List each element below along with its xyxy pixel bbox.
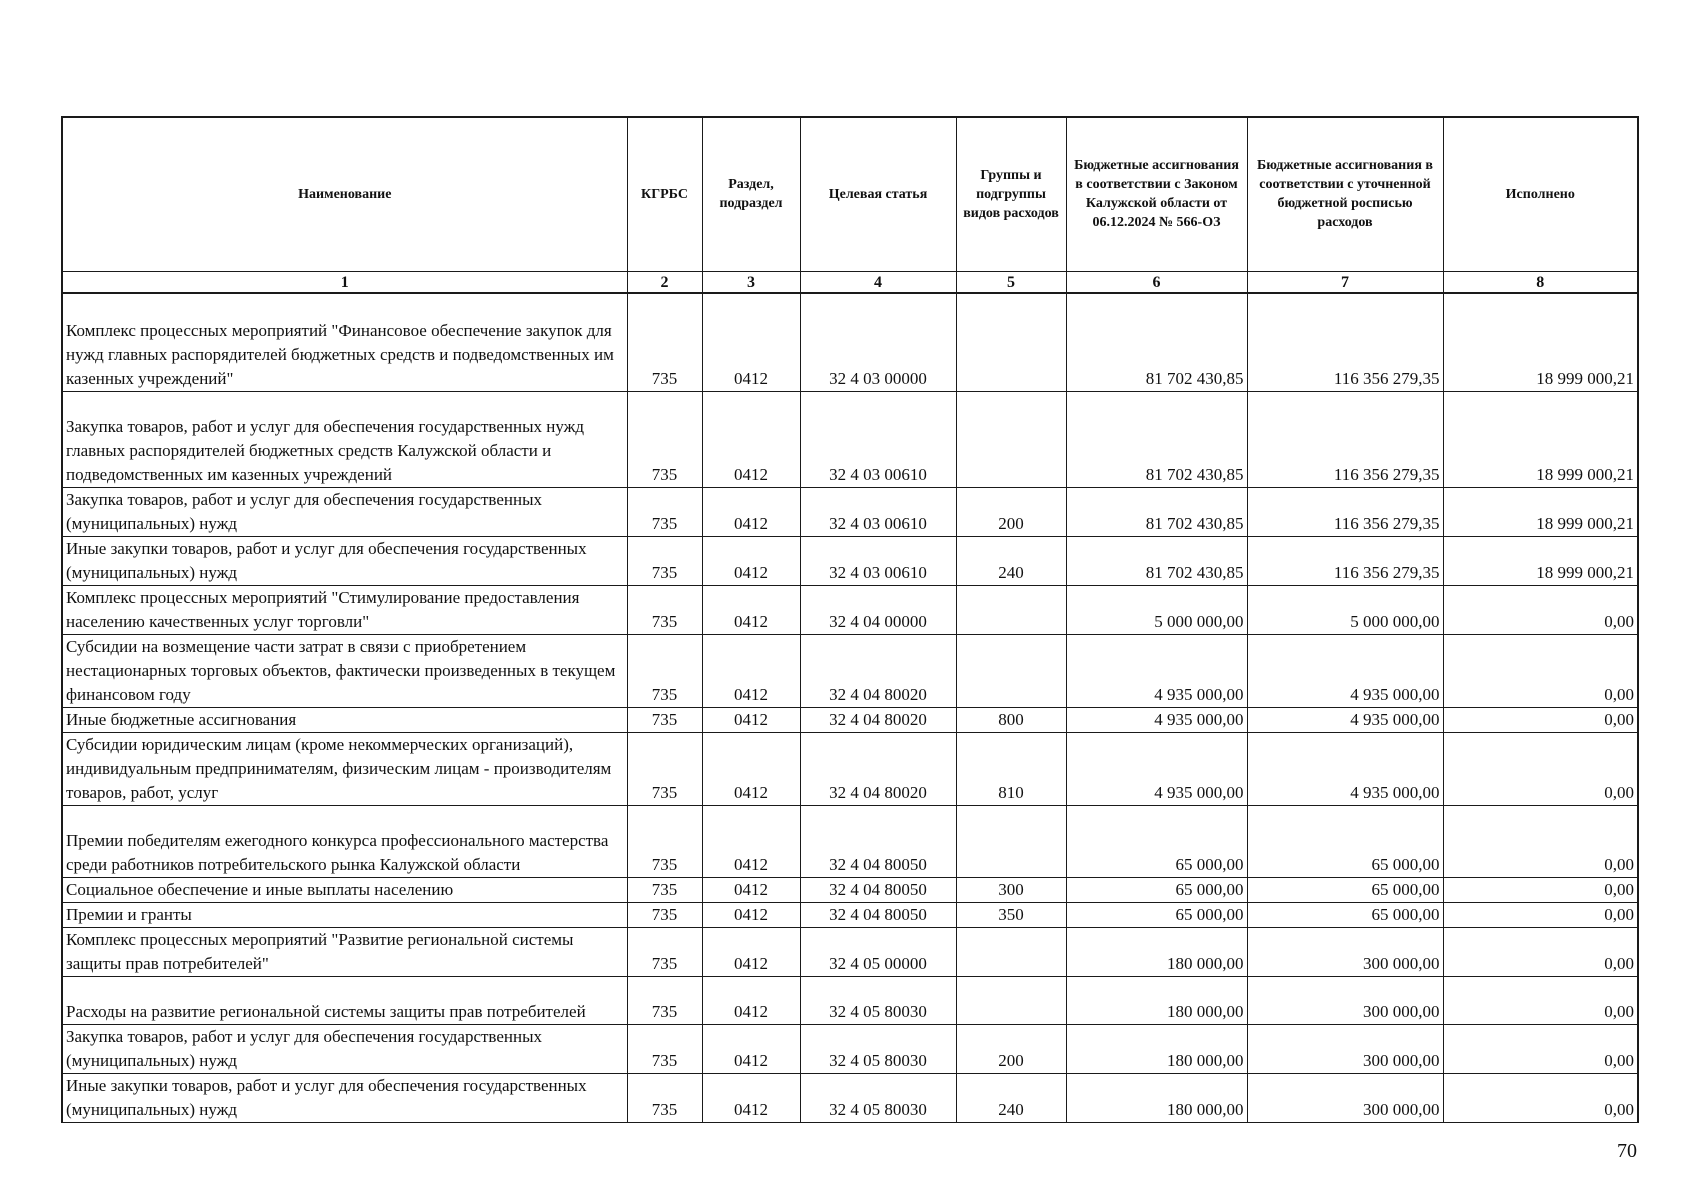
table-row [62, 927, 1638, 976]
column-number: 2 [627, 271, 702, 293]
row-target: 32 4 04 80020 [800, 732, 956, 805]
row-law-amount: 65 000,00 [1066, 902, 1247, 927]
row-kgrbs: 735 [627, 536, 702, 585]
row-executed-amount: 0,00 [1443, 1024, 1638, 1073]
page-number: 70 [1617, 1140, 1637, 1162]
row-name: Премии победителям ежегодного конкурса профессионального мастерства среди работников потребительского рынка Калужской области [62, 805, 627, 877]
table-row [62, 634, 1638, 707]
table-row [62, 536, 1638, 585]
row-kgrbs: 735 [627, 976, 702, 1024]
row-refined-amount: 300 000,00 [1247, 976, 1443, 1024]
row-executed-amount: 0,00 [1443, 634, 1638, 707]
row-group [956, 927, 1066, 976]
row-name: Премии и гранты [62, 902, 627, 927]
row-kgrbs: 735 [627, 902, 702, 927]
row-law-amount: 180 000,00 [1066, 927, 1247, 976]
row-group: 240 [956, 536, 1066, 585]
table-row [62, 1073, 1638, 1122]
row-refined-amount: 4 935 000,00 [1247, 707, 1443, 732]
row-target: 32 4 04 80020 [800, 634, 956, 707]
header-refined-allocations: Бюджетные ассигнования в соответствии с уточненной бюджетной росписью расходов [1247, 117, 1443, 271]
column-number-row [62, 271, 1638, 293]
row-refined-amount: 65 000,00 [1247, 877, 1443, 902]
row-section: 0412 [702, 1073, 800, 1122]
row-group [956, 634, 1066, 707]
row-name: Комплекс процессных мероприятий "Развитие региональной системы защиты прав потребителей" [62, 927, 627, 976]
column-number: 7 [1247, 271, 1443, 293]
row-section: 0412 [702, 805, 800, 877]
table-row [62, 1024, 1638, 1073]
row-kgrbs: 735 [627, 391, 702, 487]
row-name: Комплекс процессных мероприятий "Стимулирование предоставления населению качественных услуг торговли" [62, 585, 627, 634]
row-target: 32 4 04 80050 [800, 805, 956, 877]
budget-table [61, 116, 1639, 1123]
row-executed-amount: 18 999 000,21 [1443, 391, 1638, 487]
row-section: 0412 [702, 487, 800, 536]
row-refined-amount: 300 000,00 [1247, 1073, 1443, 1122]
row-section: 0412 [702, 707, 800, 732]
row-kgrbs: 735 [627, 634, 702, 707]
row-section: 0412 [702, 1024, 800, 1073]
row-law-amount: 81 702 430,85 [1066, 536, 1247, 585]
row-name: Закупка товаров, работ и услуг для обеспечения государственных нужд главных распорядителей бюджетных средств Калужской области и подведомственных им казенных учреждений [62, 391, 627, 487]
row-kgrbs: 735 [627, 732, 702, 805]
row-kgrbs: 735 [627, 293, 702, 391]
row-name: Субсидии юридическим лицам (кроме некоммерческих организаций), индивидуальным предпринимателям, физическим лицам - производителям товаров, работ, услуг [62, 732, 627, 805]
header-executed: Исполнено [1443, 117, 1638, 271]
row-group: 810 [956, 732, 1066, 805]
row-section: 0412 [702, 634, 800, 707]
table-row [62, 877, 1638, 902]
column-number: 1 [62, 271, 627, 293]
row-name: Субсидии на возмещение части затрат в связи с приобретением нестационарных торговых объектов, фактически произведенных в текущем финансовом году [62, 634, 627, 707]
row-group [956, 805, 1066, 877]
table-row [62, 585, 1638, 634]
row-executed-amount: 0,00 [1443, 1073, 1638, 1122]
row-target: 32 4 03 00610 [800, 536, 956, 585]
row-name: Иные бюджетные ассигнования [62, 707, 627, 732]
row-executed-amount: 18 999 000,21 [1443, 293, 1638, 391]
row-group: 200 [956, 1024, 1066, 1073]
row-kgrbs: 735 [627, 927, 702, 976]
row-executed-amount: 0,00 [1443, 902, 1638, 927]
table-row [62, 707, 1638, 732]
row-law-amount: 81 702 430,85 [1066, 487, 1247, 536]
row-executed-amount: 18 999 000,21 [1443, 487, 1638, 536]
row-law-amount: 81 702 430,85 [1066, 293, 1247, 391]
row-refined-amount: 300 000,00 [1247, 927, 1443, 976]
row-group [956, 585, 1066, 634]
table-row [62, 293, 1638, 391]
row-target: 32 4 03 00610 [800, 391, 956, 487]
row-executed-amount: 0,00 [1443, 585, 1638, 634]
row-name: Расходы на развитие региональной системы защиты прав потребителей [62, 976, 627, 1024]
row-group: 300 [956, 877, 1066, 902]
header-groups: Группы и подгруппы видов расходов [956, 117, 1066, 271]
row-target: 32 4 04 80050 [800, 902, 956, 927]
row-law-amount: 180 000,00 [1066, 976, 1247, 1024]
row-law-amount: 180 000,00 [1066, 1073, 1247, 1122]
row-refined-amount: 4 935 000,00 [1247, 732, 1443, 805]
row-target: 32 4 03 00000 [800, 293, 956, 391]
row-executed-amount: 0,00 [1443, 732, 1638, 805]
row-law-amount: 180 000,00 [1066, 1024, 1247, 1073]
column-number: 3 [702, 271, 800, 293]
row-kgrbs: 735 [627, 1024, 702, 1073]
row-section: 0412 [702, 391, 800, 487]
row-refined-amount: 5 000 000,00 [1247, 585, 1443, 634]
column-number: 5 [956, 271, 1066, 293]
row-section: 0412 [702, 902, 800, 927]
row-refined-amount: 116 356 279,35 [1247, 391, 1443, 487]
row-section: 0412 [702, 536, 800, 585]
row-kgrbs: 735 [627, 1073, 702, 1122]
row-law-amount: 4 935 000,00 [1066, 634, 1247, 707]
row-refined-amount: 65 000,00 [1247, 805, 1443, 877]
row-name: Иные закупки товаров, работ и услуг для обеспечения государственных (муниципальных) нужд [62, 536, 627, 585]
table-row [62, 805, 1638, 877]
header-target: Целевая статья [800, 117, 956, 271]
row-name: Закупка товаров, работ и услуг для обеспечения государственных (муниципальных) нужд [62, 1024, 627, 1073]
table-row [62, 487, 1638, 536]
row-kgrbs: 735 [627, 487, 702, 536]
header-row [62, 117, 1638, 271]
column-number: 8 [1443, 271, 1638, 293]
header-name: Наименование [62, 117, 627, 271]
row-refined-amount: 4 935 000,00 [1247, 634, 1443, 707]
row-target: 32 4 03 00610 [800, 487, 956, 536]
row-kgrbs: 735 [627, 805, 702, 877]
row-executed-amount: 0,00 [1443, 707, 1638, 732]
header-law-allocations: Бюджетные ассигнования в соответствии с Законом Калужской области от 06.12.2024 № 566-ОЗ [1066, 117, 1247, 271]
row-executed-amount: 18 999 000,21 [1443, 536, 1638, 585]
row-section: 0412 [702, 732, 800, 805]
row-refined-amount: 65 000,00 [1247, 902, 1443, 927]
row-group [956, 976, 1066, 1024]
row-group [956, 391, 1066, 487]
row-section: 0412 [702, 927, 800, 976]
row-refined-amount: 116 356 279,35 [1247, 293, 1443, 391]
table-row [62, 902, 1638, 927]
row-law-amount: 4 935 000,00 [1066, 732, 1247, 805]
row-section: 0412 [702, 976, 800, 1024]
row-name: Комплекс процессных мероприятий "Финансовое обеспечение закупок для нужд главных распорядителей бюджетных средств и подведомственных им казенных учреждений" [62, 293, 627, 391]
row-law-amount: 4 935 000,00 [1066, 707, 1247, 732]
row-target: 32 4 05 80030 [800, 1073, 956, 1122]
row-refined-amount: 116 356 279,35 [1247, 536, 1443, 585]
row-kgrbs: 735 [627, 585, 702, 634]
row-section: 0412 [702, 585, 800, 634]
table-row [62, 732, 1638, 805]
row-group: 800 [956, 707, 1066, 732]
row-executed-amount: 0,00 [1443, 927, 1638, 976]
header-section: Раздел, подраздел [702, 117, 800, 271]
row-law-amount: 65 000,00 [1066, 805, 1247, 877]
row-refined-amount: 300 000,00 [1247, 1024, 1443, 1073]
row-law-amount: 5 000 000,00 [1066, 585, 1247, 634]
row-executed-amount: 0,00 [1443, 976, 1638, 1024]
row-group: 350 [956, 902, 1066, 927]
row-section: 0412 [702, 293, 800, 391]
row-name: Социальное обеспечение и иные выплаты населению [62, 877, 627, 902]
row-target: 32 4 04 80050 [800, 877, 956, 902]
row-section: 0412 [702, 877, 800, 902]
row-target: 32 4 05 80030 [800, 976, 956, 1024]
row-executed-amount: 0,00 [1443, 877, 1638, 902]
row-executed-amount: 0,00 [1443, 805, 1638, 877]
column-number: 4 [800, 271, 956, 293]
row-group: 200 [956, 487, 1066, 536]
row-kgrbs: 735 [627, 877, 702, 902]
row-name: Закупка товаров, работ и услуг для обеспечения государственных (муниципальных) нужд [62, 487, 627, 536]
row-target: 32 4 05 80030 [800, 1024, 956, 1073]
row-name: Иные закупки товаров, работ и услуг для обеспечения государственных (муниципальных) нужд [62, 1073, 627, 1122]
row-target: 32 4 05 00000 [800, 927, 956, 976]
table-row [62, 976, 1638, 1024]
row-group: 240 [956, 1073, 1066, 1122]
row-refined-amount: 116 356 279,35 [1247, 487, 1443, 536]
row-target: 32 4 04 00000 [800, 585, 956, 634]
table-row [62, 391, 1638, 487]
header-kgrbs: КГРБС [627, 117, 702, 271]
row-law-amount: 81 702 430,85 [1066, 391, 1247, 487]
row-target: 32 4 04 80020 [800, 707, 956, 732]
row-group [956, 293, 1066, 391]
row-law-amount: 65 000,00 [1066, 877, 1247, 902]
column-number: 6 [1066, 271, 1247, 293]
row-kgrbs: 735 [627, 707, 702, 732]
